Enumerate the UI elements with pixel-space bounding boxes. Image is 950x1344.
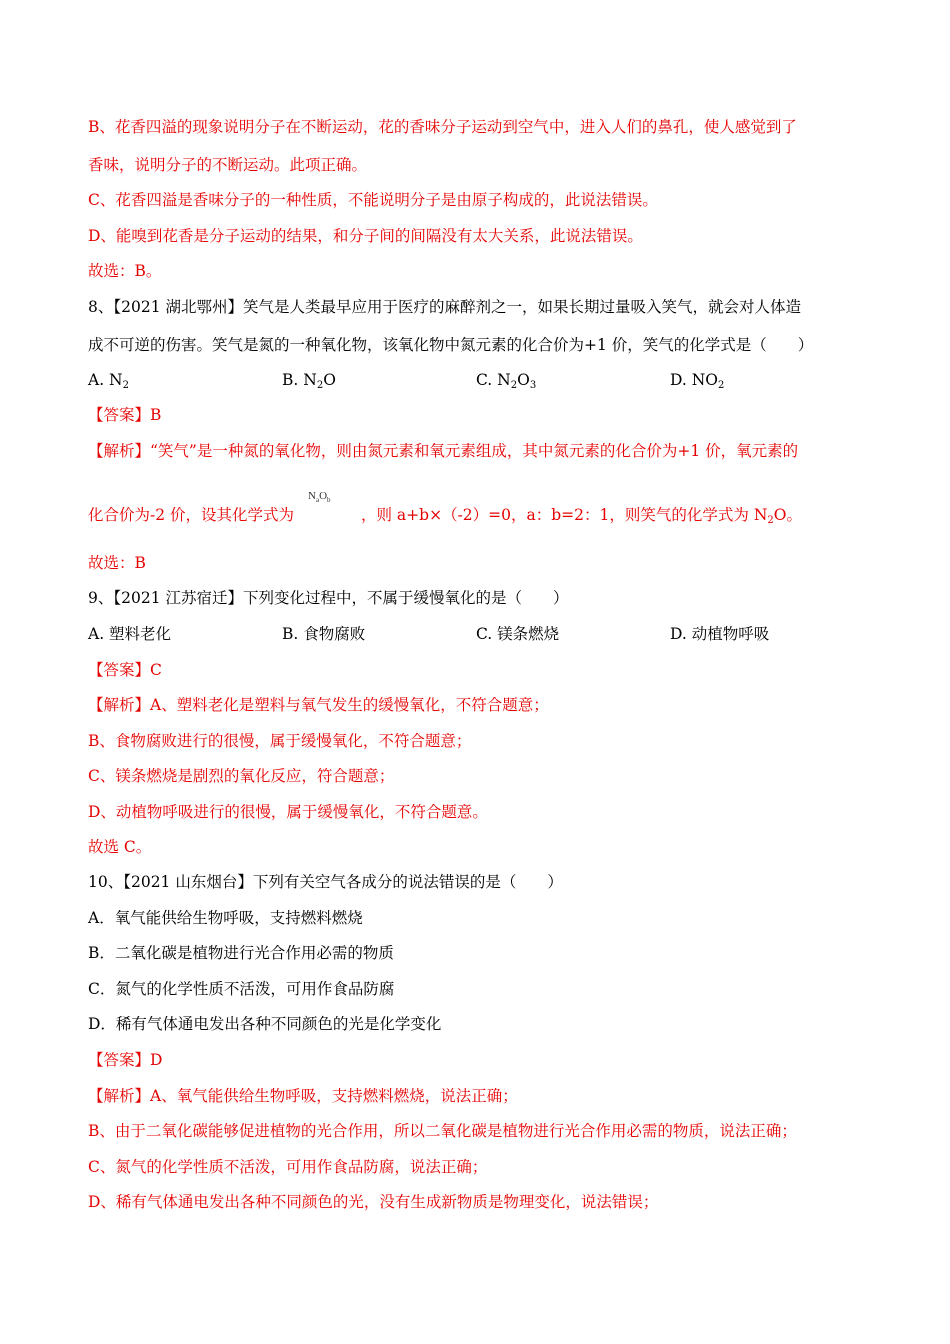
q7-analysis-d: D、能嗅到花香是分子运动的结果，和分子间的间隔没有太大关系，此说法错误。 (88, 227, 643, 245)
q8-option-c: C. $N_2O_3$ (476, 371, 537, 391)
q7-analysis-c: C、花香四溢是香味分子的一种性质，不能说明分子是由原子构成的，此说法错误。 (88, 191, 658, 209)
q10-option-c: C．氮气的化学性质不活泼，可用作食品防腐 (88, 980, 395, 998)
q8-option-b: B. $N_2O$ (282, 371, 336, 391)
q9-stem: 9、【2021 江苏宿迁】下列变化过程中，不属于缓慢氧化的是（ ） (88, 589, 569, 607)
q9-option-d: D. 动植物呼吸 (670, 625, 770, 643)
q8-stem-line1: 8、【2021 湖北鄂州】笑气是人类最早应用于医疗的麻醉剂之一，如果长期过量吸入笑气，就会对人体造 (88, 298, 801, 316)
q10-option-b: B．二氧化碳是植物进行光合作用必需的物质 (88, 944, 394, 962)
q10-analysis-b: B、由于二氧化碳能够促进植物的光合作用，所以二氧化碳是植物进行光合作用必需的物质，说法正确； (88, 1122, 797, 1140)
q8-analysis-line2-pre: 化合价为-2 价，设其化学式为 (88, 506, 295, 524)
q9-option-c: C. 镁条燃烧 (476, 625, 560, 643)
q10-analysis-a: 【解析】A、氧气能供给生物呼吸，支持燃料燃烧，说法正确； (88, 1087, 518, 1105)
q7-conclusion: 故选：B。 (88, 262, 162, 280)
q10-option-a: A．氧气能供给生物呼吸，支持燃料燃烧 (88, 909, 363, 927)
q8-stem-line2: 成不可逆的伤害。笑气是氮的一种氧化物，该氧化物中氮元素的化合价为+1 价，笑气的化学式是（ ） (88, 336, 814, 354)
q9-conclusion: 故选 C。 (88, 838, 152, 856)
q9-analysis-a: 【解析】A、塑料老化是塑料与氧气发生的缓慢氧化，不符合题意； (88, 696, 549, 714)
q8-option-a: A. $N_2$ (88, 371, 129, 391)
q9-option-a: A. 塑料老化 (88, 625, 172, 643)
q9-analysis-c: C、镁条燃烧是剧烈的氧化反应，符合题意； (88, 767, 395, 785)
q8-conclusion: 故选：B (88, 554, 146, 572)
q10-analysis-c: C、氮气的化学性质不活泼，可用作食品防腐，说法正确； (88, 1158, 488, 1176)
q10-option-d: D．稀有气体通电发出各种不同颜色的光是化学变化 (88, 1015, 442, 1033)
q9-option-b: B. 食物腐败 (282, 625, 366, 643)
formula-image-naob: $N_aO_b$ (308, 490, 331, 504)
q9-answer: 【答案】C (88, 661, 162, 679)
q10-stem: 10、【2021 山东烟台】下列有关空气各成分的说法错误的是（ ） (88, 873, 563, 891)
q7-analysis-b-line2: 香味，说明分子的不断运动。此项正确。 (88, 156, 368, 174)
q8-analysis-line1: 【解析】“笑气”是一种氮的氧化物，则由氮元素和氧元素组成，其中氮元素的化合价为+1 价，氧元素的 (88, 442, 799, 460)
q8-option-d: D. $NO_2$ (670, 371, 725, 391)
q8-analysis-line2-post: ，则 a+b×（-2）=0，a：b=2：1，则笑气的化学式为 $N_2O$。 (361, 506, 802, 526)
q9-analysis-d: D、动植物呼吸进行的很慢，属于缓慢氧化，不符合题意。 (88, 803, 488, 821)
q8-answer: 【答案】B (88, 406, 162, 424)
q10-analysis-d: D、稀有气体通电发出各种不同颜色的光，没有生成新物质是物理变化，说法错误； (88, 1193, 659, 1211)
q10-answer: 【答案】D (88, 1051, 163, 1069)
q9-analysis-b: B、食物腐败进行的很慢，属于缓慢氧化，不符合题意； (88, 732, 472, 750)
q7-analysis-b-line1: B、花香四溢的现象说明分子在不断运动，花的香味分子运动到空气中，进入人们的鼻孔，使人感觉到了 (88, 118, 797, 136)
